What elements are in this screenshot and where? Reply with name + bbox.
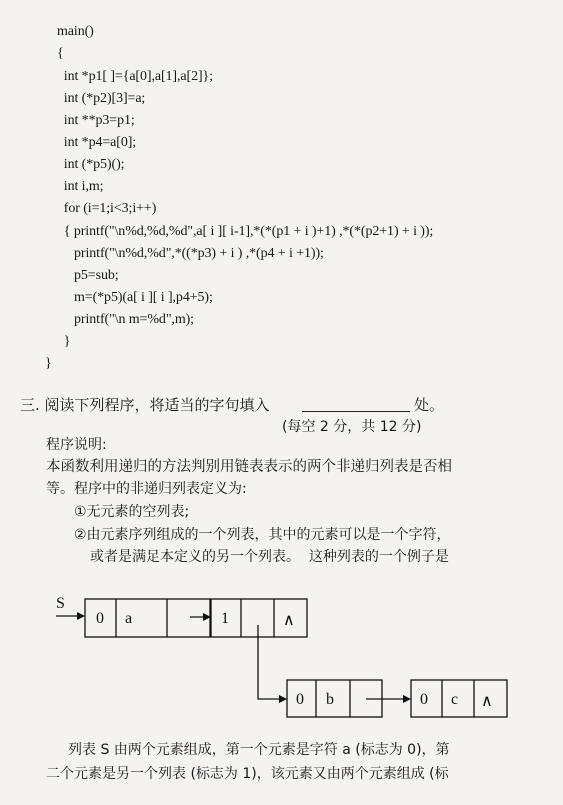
code-line: int *p4=a[0];: [57, 135, 137, 150]
description-title: 程序说明:: [46, 437, 107, 453]
code-line: int **p3=p1;: [57, 113, 135, 128]
code-line: printf("\n%d,%d",*((*p3) + i ) ,*(p4 + i +1));: [57, 246, 324, 261]
code-line: int (*p5)();: [57, 157, 125, 172]
linked-list-diagram: [0, 585, 563, 735]
start-label: S: [56, 595, 65, 612]
node-value: a: [125, 610, 133, 627]
definition-item-continuation: 或者是满足本定义的另一个列表。 这种列表的一个例子是: [90, 549, 449, 565]
node-tag: 0: [96, 610, 104, 627]
fill-in-blank: [302, 411, 410, 412]
definition-item: ①无元素的空列表;: [74, 504, 190, 520]
sublist-pointer: [258, 625, 283, 699]
null-pointer: ∧: [283, 612, 295, 629]
node-value: b: [326, 691, 334, 708]
section-heading: 三. 阅读下列程序，将适当的字句填入: [20, 396, 270, 414]
list-node: [85, 599, 210, 637]
code-line: main(): [57, 24, 94, 39]
code-line: p5=sub;: [57, 268, 119, 283]
list-node: [411, 680, 507, 717]
node-tag: 0: [420, 691, 428, 708]
explanation-line: 二个元素是另一个列表 (标志为 1)，该元素又由两个元素组成 (标: [46, 766, 449, 782]
code-line: }: [57, 334, 71, 349]
node-tag: 1: [221, 610, 229, 627]
code-line: for (i=1;i<3;i++): [57, 201, 157, 216]
code-line: m=(*p5)(a[ i ][ i ],p4+5);: [57, 290, 213, 305]
node-tag: 0: [296, 691, 304, 708]
code-line: printf("\n m=%d",m);: [57, 312, 194, 327]
code-line: {: [57, 46, 64, 61]
null-pointer: ∧: [481, 693, 493, 710]
code-line: int *p1[ ]={a[0],a[1],a[2]};: [57, 69, 213, 84]
list-node: [211, 599, 307, 637]
score-note: (每空 2 分，共 12 分): [282, 419, 422, 435]
definition-item: ②由元素序列组成的一个列表，其中的元素可以是一个字符，: [74, 527, 451, 543]
description-line: 本函数利用递归的方法判别用链表表示的两个非递归列表是否相: [46, 459, 452, 475]
node-value: c: [451, 691, 459, 708]
arrow-head: [77, 612, 85, 620]
arrow-head: [403, 695, 411, 703]
description-line: 等。程序中的非递归列表定义为:: [46, 481, 247, 497]
code-line: int i,m;: [57, 179, 104, 194]
code-line: { printf("\n%d,%d,%d",a[ i ][ i-1],*(*(p1 + i )+1) ,*(*(p2+1) + i ));: [57, 224, 434, 239]
code-line: }: [45, 356, 52, 371]
explanation-line: 列表 S 由两个元素组成，第一个元素是字符 a (标志为 0)，第: [68, 742, 450, 758]
section-heading-tail: 处。: [414, 396, 445, 414]
code-line: int (*p2)[3]=a;: [57, 91, 146, 106]
arrow-head: [279, 695, 287, 703]
